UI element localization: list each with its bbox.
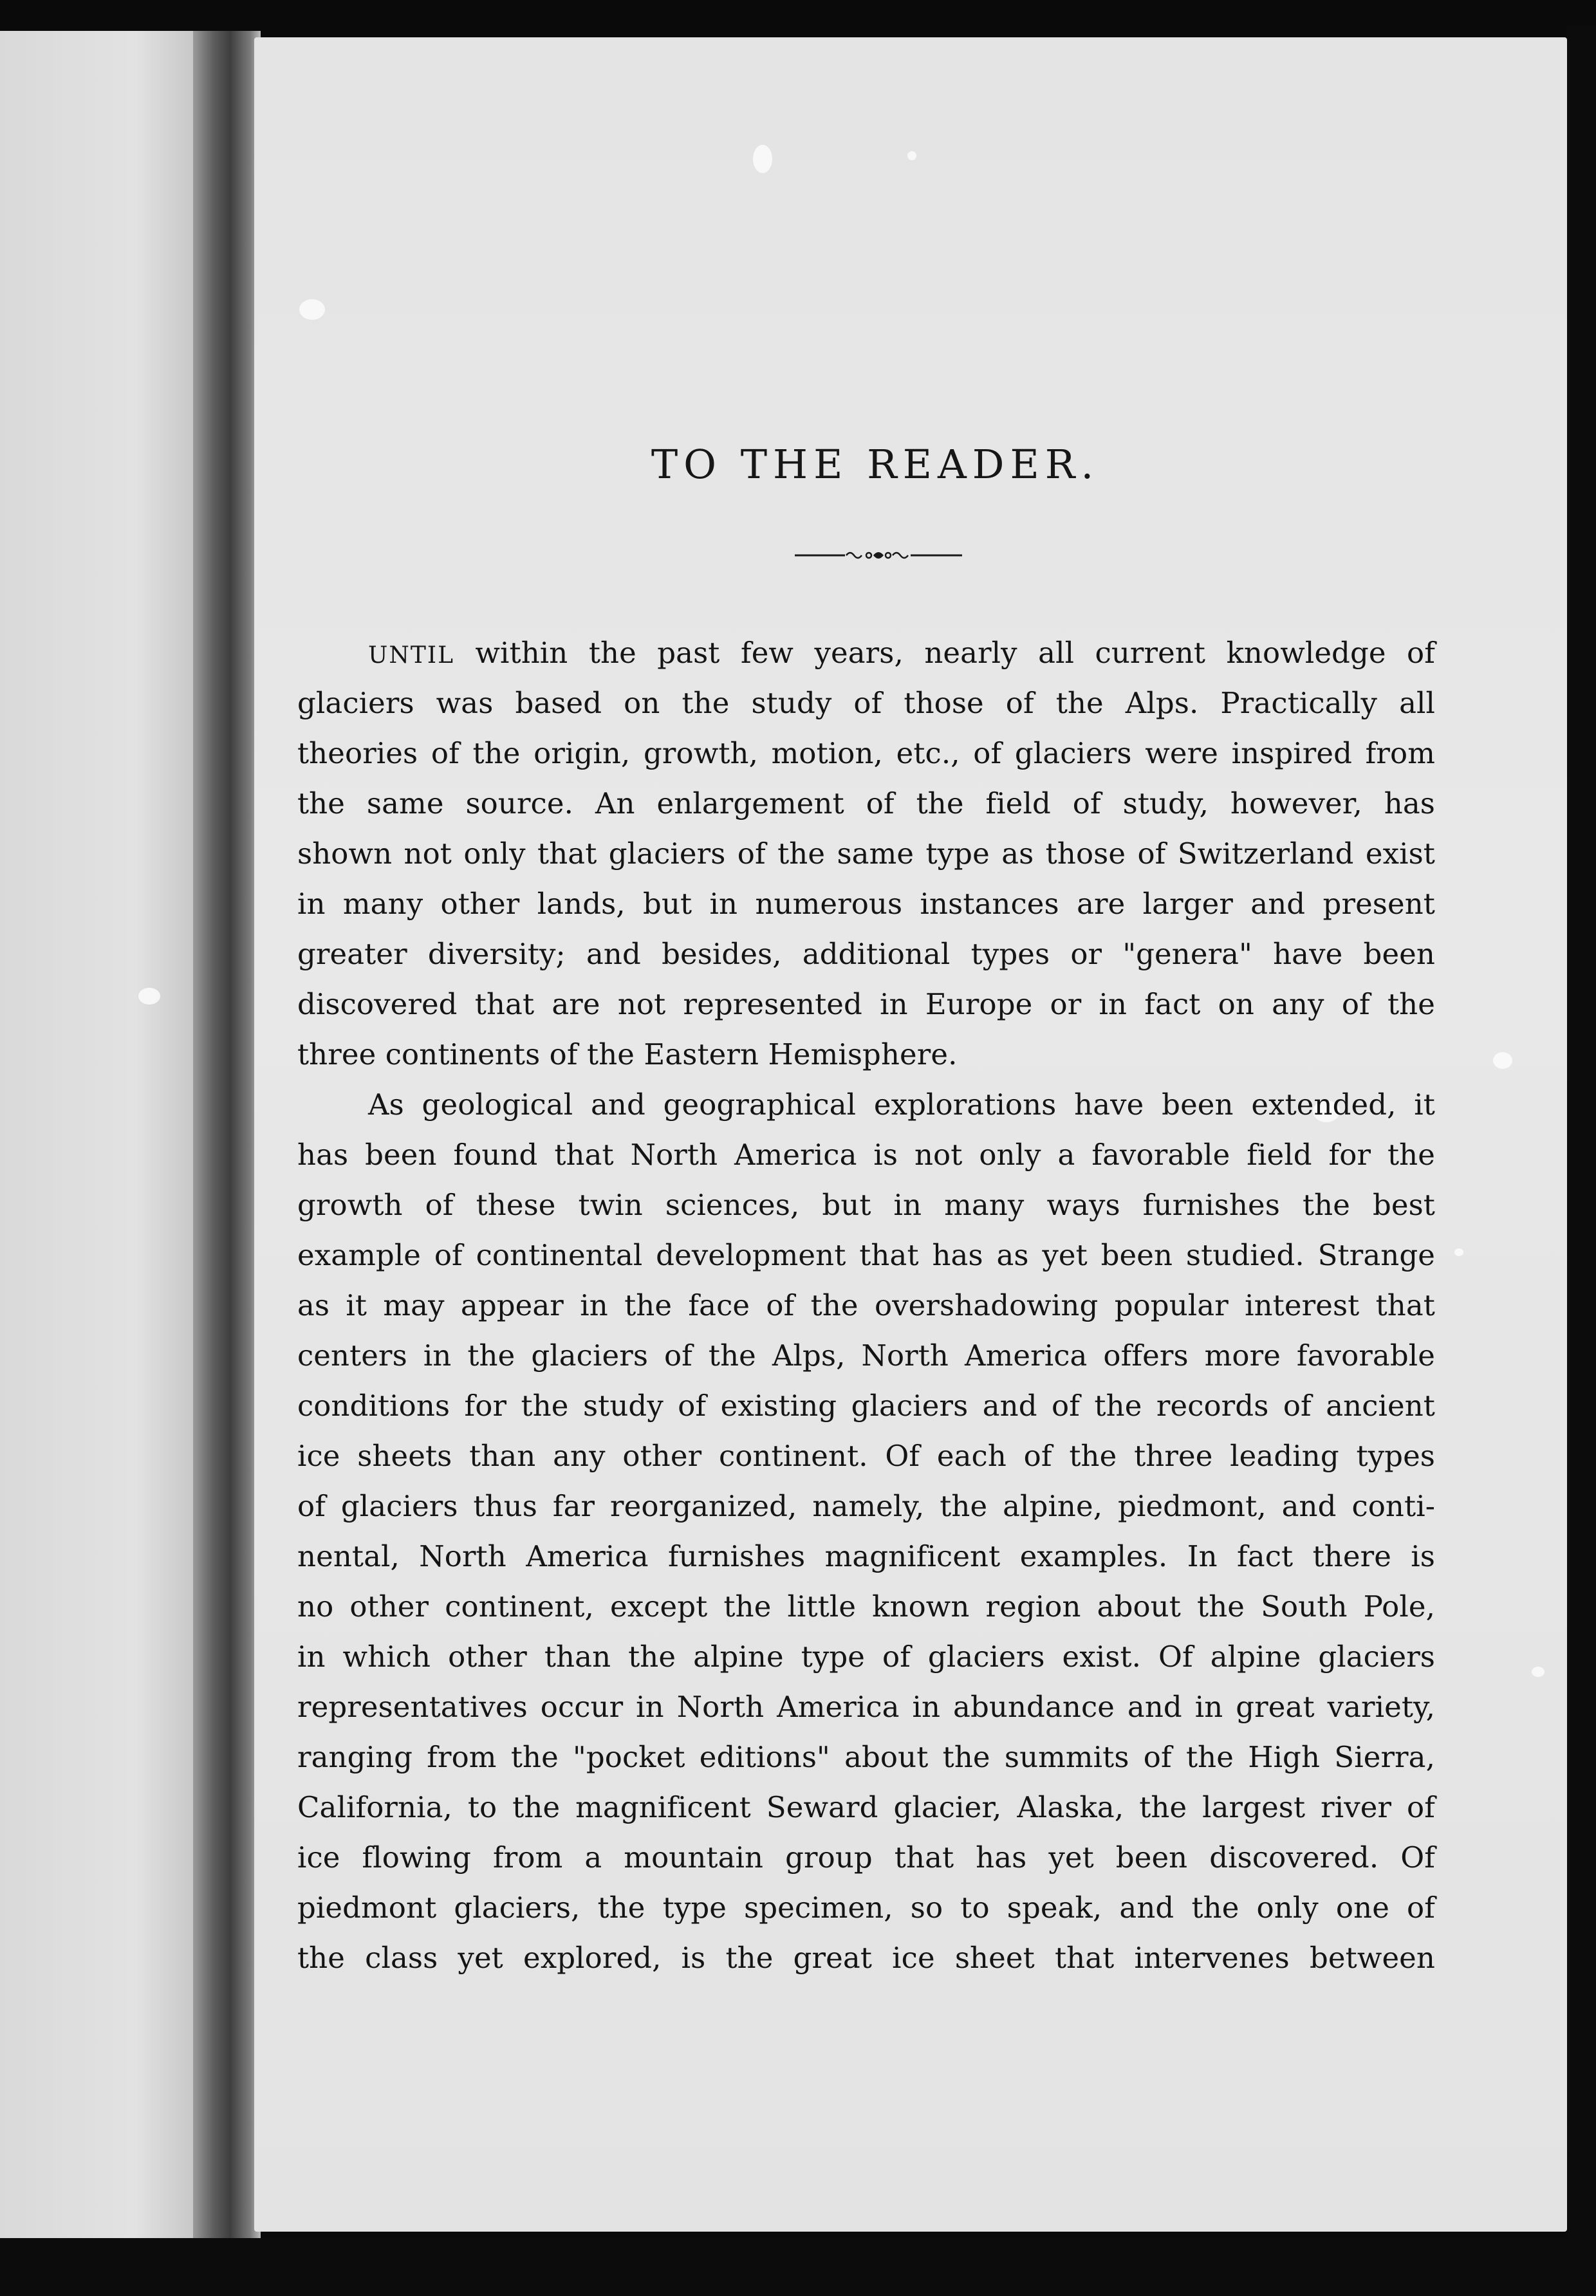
text-line: ice sheets than any other continent. Of each of the three leading types [297,1439,1435,1473]
scan-speck [299,299,325,320]
lead-word: UNTIL [368,642,454,669]
text-line: three continents of the Eastern Hemisphere. [297,1037,958,1071]
left-page-edge [0,31,193,2238]
text-line: discovered that are not represented in Europe or in fact on any of the [297,987,1435,1021]
text-line: as it may appear in the face of the overshadowing popular interest that [297,1288,1435,1322]
text-line: greater diversity; and besides, additional types or "genera" have been [297,937,1435,971]
scan-speck [138,988,160,1004]
text-line: nental, North America furnishes magnificent examples. In fact there is [297,1539,1435,1573]
scan-border-bottom [0,2238,1596,2296]
text-line [297,627,1435,679]
text-line: theories of the origin, growth, motion, etc., of glaciers were inspired from [297,736,1435,770]
text-line: the class yet explored, is the great ice sheet that intervenes between [297,1941,1435,1975]
text-line: As geological and geographical explorations have been extended, it [368,1088,1435,1122]
text-line: representatives occur in North America in abundance and in great variety, [297,1690,1435,1724]
line-text: within the past few years, nearly all current knowledge of [454,636,1435,670]
text-line: growth of these twin sciences, but in many ways furnishes the best [297,1188,1435,1222]
text-line: centers in the glaciers of the Alps, North America offers more favorable [297,1338,1435,1373]
text-line: ranging from the "pocket editions" about the summits of the High Sierra, [297,1740,1435,1774]
text-line: the same source. An enlargement of the field of study, however, has [297,786,1435,820]
page-heading: TO THE READER. [651,441,1100,488]
text-line: ice flowing from a mountain group that has yet been discovered. Of [297,1840,1435,1875]
book-gutter-shadow [193,31,261,2238]
text-line: shown not only that glaciers of the same type as those of Switzerland exist [297,837,1435,871]
scan-speck [1532,1667,1545,1677]
text-line: no other continent, except the little known region about the South Pole, [297,1589,1435,1624]
text-line: glaciers was based on the study of those of the Alps. Practically all [297,686,1435,720]
text-line: piedmont glaciers, the type specimen, so to speak, and the only one of [297,1891,1435,1925]
scan-border-right [1567,26,1596,2296]
scan-speck [907,151,916,160]
scan-speck [1493,1052,1512,1069]
text-line: in many other lands, but in numerous instances are larger and present [297,887,1435,921]
text-line: example of continental development that has as yet been studied. Strange [297,1238,1435,1272]
text-line: California, to the magnificent Seward glacier, Alaska, the largest river of [297,1790,1435,1824]
text-line: of glaciers thus far reorganized, namely, the alpine, piedmont, and conti- [297,1489,1435,1523]
scan-speck [753,145,772,173]
text-line: has been found that North America is not only a favorable field for the [297,1138,1435,1172]
text-line: conditions for the study of existing glaciers and of the records of ancient [297,1389,1435,1423]
ornament-divider [795,546,962,565]
text-line: in which other than the alpine type of glaciers exist. Of alpine glaciers [297,1640,1435,1674]
scan-speck [1454,1248,1463,1256]
